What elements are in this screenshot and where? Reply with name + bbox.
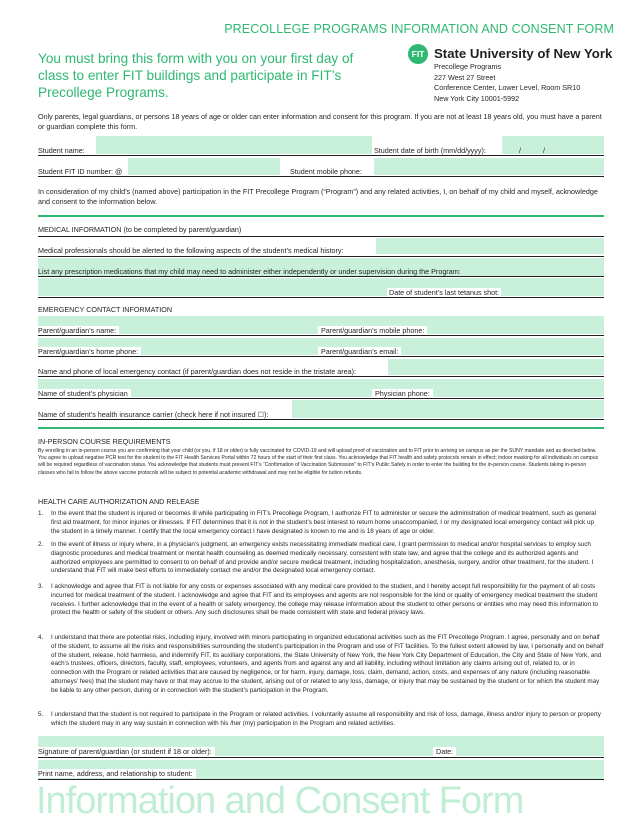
email-label: Parent/guardian’s email: [318,347,401,356]
student-name-label: Student name: [38,146,85,155]
physician-phone-label: Physician phone: [372,389,433,398]
student-id-field[interactable] [128,158,280,175]
student-dob-field[interactable] [502,136,604,154]
field-rule [38,276,604,277]
field-rule [38,398,604,399]
watermark: Information and Consent Form [36,780,524,822]
meds-field-2[interactable] [38,278,604,296]
medical-heading: MEDICAL INFORMATION (to be completed by parent/guardian) [38,225,242,234]
field-rule [38,376,604,377]
local-contact-field[interactable] [388,359,604,375]
inperson-heading: IN-PERSON COURSE REQUIREMENTS [38,437,171,446]
org-name: State University of New York [434,46,613,61]
field-rule [38,757,604,758]
org-address-line: 227 West 27 Street [434,72,496,82]
inperson-text: By enrolling in an in-person course you are confirming that your child (or you, if 18 or older) is fully vaccinated for COVID-19 and will upload proof of vaccination and to FIT prior to arriving on campus as per the SUNY mandate and as directed below. You agree to upload negative PCR test for the student to the FIT Health Services Portal within 72 hours of the start of their first class. You acknowledge that FIT health and safety protocols remain in effect; indoor masking for all individuals on campus will be required regardless of vaccination status. You acknowledge that students must present FIT’s “Confirmation of Vaccination Submission” to FIT’s Public Safety in order to enter the building for the in-person course. Students taking in-person classes who fail to follow the above vaccine protocols will be subject to potential academic withdrawal and may not be eligible for tuition refunds. [38,448,599,476]
student-mobile-label: Student mobile phone: [290,167,362,176]
parent-mobile-label: Parent/guardian’s mobile phone: [318,326,427,335]
consideration-text: In consideration of my child’s (named above) participation in the FIT Precollege Program (“Program”) and any related activities, I, on behalf of my child and myself, acknowledge and consent to the information below. [38,187,598,206]
form-title: PRECOLLEGE PROGRAMS INFORMATION AND CONSENT FORM [224,22,614,36]
tetanus-label: Date of student’s last tetanus shot: [389,288,500,297]
fit-logo: FIT [408,44,428,64]
health-heading: HEALTH CARE AUTHORIZATION AND RELEASE [38,497,200,506]
field-rule [38,335,604,336]
intro-notice: You must bring this form with you on your first day of class to enter FIT buildings and participate in FIT’s Precollege Programs. [38,51,354,100]
medical-alert-label: Medical professionals should be alerted to the following aspects of the student’s medical history: [38,246,344,255]
dob-separator: / [519,146,521,155]
signature-field[interactable] [242,738,430,756]
org-address-line: New York City 10001-5992 [434,93,520,103]
home-phone-label: Parent/guardian’s home phone: [38,347,141,356]
date-label: Date: [433,747,456,756]
field-rule [38,419,604,420]
section-divider [38,215,604,217]
student-dob-label: Student date of birth (mm/dd/yyyy): [374,146,486,155]
field-rule [38,356,604,357]
dob-separator: / [543,146,545,155]
org-address-line: Precollege Programs [434,62,502,71]
meds-field[interactable] [509,258,604,276]
physician-label: Name of student’s physician [38,389,131,398]
local-contact-label: Name and phone of local emergency contact (if parent/guardian does not reside in the tristate area): [38,367,357,376]
org-address-line: Conference Center, Lower Level, Room SR10 [434,83,581,92]
parent-name-label: Parent/guardian’s name: [38,326,119,335]
student-mobile-field[interactable] [374,158,604,175]
student-name-field[interactable] [96,136,372,154]
print-name-label: Print name, address, and relationship to student: [38,769,196,778]
student-id-label: Student FIT ID number: @ [38,167,123,176]
insurance-label: Name of student’s health insurance carrier (check here if not insured ☐): [38,410,269,419]
eligibility-text: Only parents, legal guardians, or persons 18 years of age or older can enter information and consent for this program. If you are not at least 18 years old, you must have a parent or guardian complete this form. [38,112,602,131]
signature-label: Signature of parent/guardian (or student if 18 or older): [38,747,215,756]
insurance-field[interactable] [292,400,604,418]
field-rule [38,155,604,156]
medical-alert-field[interactable] [376,238,604,254]
field-rule [38,297,604,298]
parent-name-field[interactable] [126,318,312,334]
field-rule [38,256,604,257]
field-rule [38,176,604,177]
emergency-heading: EMERGENCY CONTACT INFORMATION [38,305,173,314]
field-rule [38,236,604,237]
section-divider [38,427,604,429]
meds-label: List any prescription medications that my child may need to administer either independently or under supervision during the Program: [38,267,461,276]
